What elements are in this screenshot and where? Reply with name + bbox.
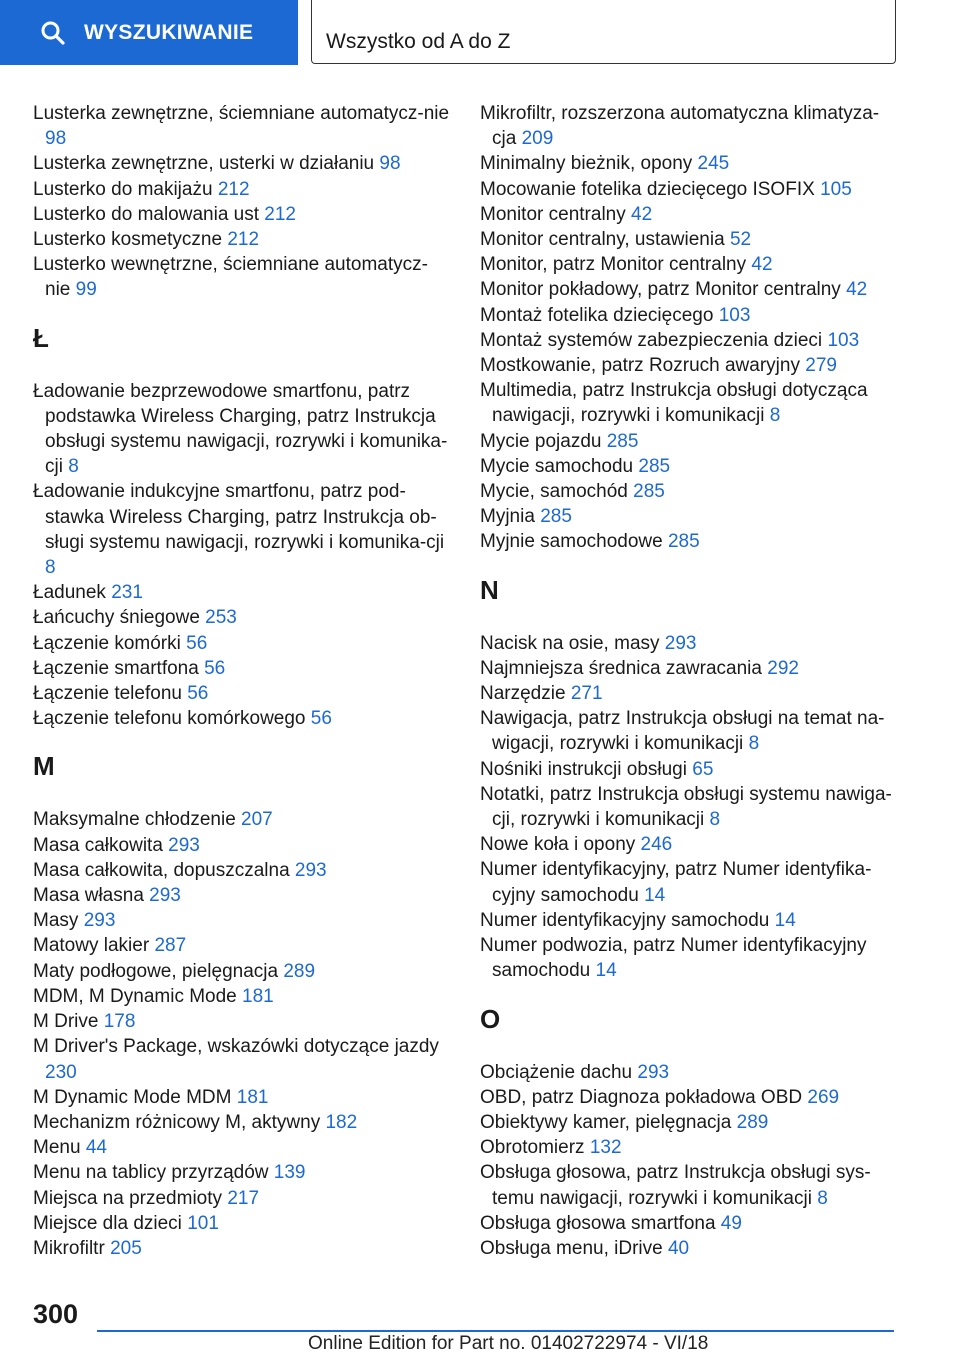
index-entry-page-link[interactable]: 285 [638,455,671,477]
search-icon [40,20,66,46]
index-entry [33,1110,453,1135]
search-button[interactable] [0,0,298,65]
index-entry [480,252,900,277]
index-entry-text: Masa całkowita, dopuszczalna [33,859,290,881]
index-entry-page-link[interactable]: 52 [729,229,752,251]
index-entry [480,454,900,479]
index-entry [33,1085,453,1110]
index-entry-page-link[interactable]: 245 [697,153,730,175]
index-entry-text: Obiektywy kamer, pielęgnacja [480,1111,732,1133]
index-entry [33,631,453,656]
index-entry [480,706,900,756]
index-entry-page-link[interactable]: 8 [769,405,781,427]
index-entry-text: Łączenie smartfona [33,657,199,679]
index-entry-page-link[interactable]: 98 [45,128,67,150]
index-entry-page-link[interactable]: 293 [637,1061,670,1083]
index-entry [480,1110,900,1135]
index-entry-text: Miejsca na przedmioty [33,1187,223,1209]
index-entry [33,858,453,883]
index-entry-text: Multimedia, patrz Instrukcja obsługi dotycząca nawigacji, rozrywki i komunikacji [480,380,868,427]
index-entry [33,1160,453,1185]
index-entry-page-link[interactable]: 212 [227,229,260,251]
index-entry-page-link[interactable]: 56 [186,632,208,654]
index-entry [480,479,900,504]
index-entry-text: Masa całkowita [33,834,163,856]
index-entry-page-link[interactable]: 56 [310,708,332,730]
index-entry-text: Obrotomierz [480,1137,585,1159]
index-entry-page-link[interactable]: 178 [103,1011,136,1033]
index-entry-text: M Dynamic Mode MDM [33,1086,232,1108]
index-entry [33,177,453,202]
index-entry-page-link[interactable]: 287 [154,935,187,957]
index-entry-page-link[interactable]: 98 [379,153,401,175]
index-entry-page-link[interactable]: 103 [827,329,860,351]
index-entry-page-link[interactable]: 103 [718,304,751,326]
index-entry-text: Nawigacja, patrz Instrukcja obsługi na temat na-wigacji, rozrywki i komunikacji [480,708,885,755]
index-entry [33,984,453,1009]
index-entry [33,605,453,630]
index-entry-text: Ładowanie indukcyjne smartfonu, patrz pod-stawka Wireless Charging, patrz Instrukcja ob-sługi systemu nawigacji, rozrywki i komunika-cji [33,481,445,553]
section-title-tab[interactable] [311,0,896,64]
index-entry [480,832,900,857]
index-entry-text: Najmniejsza średnica zawracania [480,657,762,679]
index-letter-heading: Ł [33,322,49,353]
index-entry [480,631,900,656]
index-entry-page-link[interactable]: 285 [633,481,665,503]
index-entry-text: Mycie pojazdu [480,430,602,452]
index-entry [33,1186,453,1211]
index-entry-page-link[interactable]: 132 [589,1137,622,1159]
index-entry-text: Mechanizm różnicowy M, aktywny [33,1111,321,1133]
index-entry-text: Nacisk na osie, masy [480,632,660,654]
index-entry-page-link[interactable]: 181 [236,1086,269,1108]
index-entry-text: Łączenie komórki [33,632,181,654]
index-entry [33,202,453,227]
index-entry-page-link[interactable]: 279 [805,355,837,377]
index-entry-text: Obsługa głosowa smartfona [480,1212,716,1234]
index-entry [33,1211,453,1236]
index-entry-text: Narzędzie [480,683,566,705]
index-entry-text: Lusterka zewnętrzne, ściemniane automatycz-nie [33,103,450,124]
index-entry [33,1236,453,1261]
page-number: 300 [33,1299,79,1329]
index-column-left [33,101,453,1261]
index-entry-text: Lusterko wewnętrzne, ściemniane automatycz-nie [33,254,428,301]
index-entry [480,328,900,353]
index-entry [480,378,900,428]
index-entry [480,757,900,782]
index-entry-page-link[interactable]: 285 [606,430,639,452]
index-entry-text: Masy [33,910,79,932]
index-entry [480,857,900,907]
index-entry-text: Lusterko do malowania ust [33,203,260,225]
index-entry-page-link[interactable]: 56 [187,683,209,705]
index-entry [480,529,900,554]
index-entry-text: Maty podłogowe, pielęgnacja [33,960,279,982]
footer-edition-text: Online Edition for Part no. 01402722974 - VI/18 [308,1333,709,1354]
index-entry-text: Mikrofiltr [33,1237,105,1259]
index-entry [480,277,900,302]
index-entry [480,101,900,151]
index-entry [33,227,453,252]
index-entry [33,479,453,580]
index-entry-text: Monitor centralny [480,203,626,225]
index-entry-page-link[interactable]: 212 [264,203,296,225]
index-entry-page-link[interactable]: 293 [83,910,116,932]
index-entry-page-link[interactable]: 217 [227,1187,260,1209]
index-entry-page-link[interactable]: 49 [720,1212,742,1234]
index-letter-heading: M [33,751,55,782]
index-entry-text: Notatki, patrz Instrukcja obsługi systemu nawiga-cji, rozrywki i komunikacji [480,783,892,831]
index-entry [33,959,453,984]
index-entry-page-link[interactable]: 205 [110,1237,142,1259]
index-entry-page-link[interactable]: 182 [325,1111,358,1133]
index-entry-page-link[interactable]: 285 [540,506,572,528]
index-entry [33,252,453,302]
index-entry-text: Menu [33,1137,81,1159]
index-entry-text: Obsługa głosowa, patrz Instrukcja obsługi sys-temu nawigacji, rozrywki i komunikacji [480,1162,871,1209]
index-entry-page-link[interactable]: 42 [846,279,868,301]
index-entry-text: Łączenie telefonu [33,683,182,705]
index-entry-text: Obciążenie dachu [480,1061,633,1083]
index-entry-text: Mycie samochodu [480,455,634,477]
index-letter-heading: O [480,1003,501,1034]
index-entry [480,151,900,176]
index-entry-page-link[interactable]: 99 [75,279,97,301]
index-entry-text: Numer podwozia, patrz Numer identyfikacyjny samochodu [480,935,867,982]
index-entry-page-link[interactable]: 181 [242,985,274,1007]
index-entry-page-link[interactable]: 42 [751,254,773,276]
index-entry [33,681,453,706]
index-entry-text: Matowy lakier [33,935,150,957]
index-entry-text: Monitor centralny, ustawienia [480,229,725,251]
index-entry-page-link[interactable]: 139 [273,1162,306,1184]
top-bar [0,0,960,66]
index-entry [480,1211,900,1236]
index-entry-text: Mostkowanie, patrz Rozruch awaryjny [480,355,800,377]
index-entry-text: Lusterko do makijażu [33,178,213,200]
index-entry-text: MDM, M Dynamic Mode [33,985,237,1007]
index-entry-page-link[interactable]: 14 [595,960,617,982]
index-entry-page-link[interactable]: 101 [187,1212,219,1234]
index-entry [33,379,453,480]
index-entry [480,681,900,706]
index-entry [480,933,900,983]
index-entry-text: Nowe koła i opony [480,834,636,856]
index-entry-page-link[interactable]: 289 [736,1111,769,1133]
index-entry-page-link[interactable]: 253 [205,607,237,629]
index-entry-page-link[interactable]: 209 [521,128,554,150]
index-entry [33,1034,453,1084]
index-entry-page-link[interactable]: 293 [294,859,327,881]
index-entry-page-link[interactable]: 285 [667,531,700,553]
index-entry [480,1160,900,1210]
index-entry-text: Numer identyfikacyjny, patrz Numer identyfika-cyjny samochodu [480,859,872,906]
index-entry-page-link[interactable]: 207 [241,809,273,831]
index-entry-page-link[interactable]: 289 [283,960,316,982]
index-entry-text: Ładowanie bezprzewodowe smartfonu, patrz podstawka Wireless Charging, patrz Instrukcja obsługi systemu nawigacji, rozrywki i komunika-cji [33,380,448,478]
index-entry [33,580,453,605]
index-entry-page-link[interactable]: 292 [767,657,799,679]
index-entry-text: Numer identyfikacyjny samochodu [480,909,770,931]
index-entry [33,151,453,176]
index-entry-text: Mycie, samochód [480,481,628,503]
index-entry [480,1085,900,1110]
index-entry-text: Lusterko kosmetyczne [33,229,223,251]
index-entry [480,1135,900,1160]
index-letter-heading: N [480,574,499,605]
index-entry [480,227,900,252]
index-entry [480,303,900,328]
index-entry [480,782,900,832]
index-entry-page-link[interactable]: 269 [807,1086,840,1108]
index-entry-page-link[interactable]: 293 [168,834,200,856]
section-title: Wszystko od A do Z [326,30,511,53]
index-entry-text: Maksymalne chłodzenie [33,809,236,831]
index-entry-text: OBD, patrz Diagnoza pokładowa OBD [480,1086,803,1108]
index-entry-page-link[interactable]: 42 [631,203,653,225]
index-entry-page-link[interactable]: 246 [640,834,673,856]
index-entry-page-link[interactable]: 293 [149,885,181,907]
index-entry-page-link[interactable]: 40 [667,1237,690,1259]
index-entry-text: M Drive [33,1011,99,1033]
index-entry [480,656,900,681]
index-entry [33,1009,453,1034]
index-entry-page-link[interactable]: 44 [85,1137,107,1159]
index-entry [33,807,453,832]
index-entry [33,656,453,681]
index-entry-text: Monitor, patrz Monitor centralny [480,254,747,276]
index-entry-page-link[interactable]: 14 [774,909,796,931]
index-entry-text: Łączenie telefonu komórkowego [33,708,306,730]
index-entry [33,833,453,858]
index-entry-page-link[interactable]: 8 [68,456,79,478]
index-entry-text: Myjnia [480,506,535,528]
index-entry-page-link[interactable]: 230 [45,1061,77,1083]
index-entry [480,202,900,227]
index-entry-text: Nośniki instrukcji obsługi [480,758,687,780]
index-entry-text: Myjnie samochodowe [480,531,663,553]
index-entry-text: Monitor pokładowy, patrz Monitor centralny [480,279,841,301]
index-entry [480,1236,900,1261]
index-entry-page-link[interactable]: 8 [45,557,56,579]
index-entry [33,883,453,908]
index-entry-text: Lusterka zewnętrzne, usterki w działaniu [33,153,375,175]
index-entry [480,353,900,378]
index-entry [480,177,900,202]
index-entry [480,429,900,454]
index-entry-page-link[interactable]: 105 [820,178,852,200]
footer-divider [97,1330,894,1332]
index-entry-text: Obsługa menu, iDrive [480,1237,663,1259]
index-entry-page-link[interactable]: 65 [692,758,714,780]
index-entry-page-link[interactable]: 8 [817,1187,828,1209]
index-entry-text: Mocowanie fotelika dziecięcego ISOFIX [480,178,815,200]
index-entry [33,1135,453,1160]
index-entry-page-link[interactable]: 14 [644,884,666,906]
index-entry-text: Mikrofiltr, rozszerzona automatyczna klimatyza-cja [480,103,880,150]
index-entry-text: Łańcuchy śniegowe [33,607,200,629]
index-entry-page-link[interactable]: 56 [204,657,226,679]
index-entry [33,933,453,958]
index-entry-text: Miejsce dla dzieci [33,1212,182,1234]
index-entry-page-link[interactable]: 212 [217,178,250,200]
index-column-right [480,101,900,1261]
index-entry-text: Ładunek [33,582,106,604]
index-entry [33,908,453,933]
index-entry-text: Menu na tablicy przyrządów [33,1162,269,1184]
index-entry-page-link[interactable]: 271 [570,683,603,705]
index-entry [33,101,453,151]
index-entry-page-link[interactable]: 8 [748,733,760,755]
index-entry-text: Montaż fotelika dziecięcego [480,304,714,326]
index-entry-text: Masa własna [33,885,144,907]
index-entry-page-link[interactable]: 231 [111,582,143,604]
search-button-label: WYSZUKIWANIE [84,20,254,44]
index-entry [33,706,453,731]
index-entry-text: Montaż systemów zabezpieczenia dzieci [480,329,823,351]
index-entry-page-link[interactable]: 8 [709,809,721,831]
index-entry-text: Minimalny bieżnik, opony [480,153,693,175]
index-entry [480,1060,900,1085]
index-entry-page-link[interactable]: 293 [664,632,697,654]
index-entry [480,504,900,529]
index-entry [480,908,900,933]
index-entry-text: M Driver's Package, wskazówki dotyczące jazdy [33,1036,439,1058]
